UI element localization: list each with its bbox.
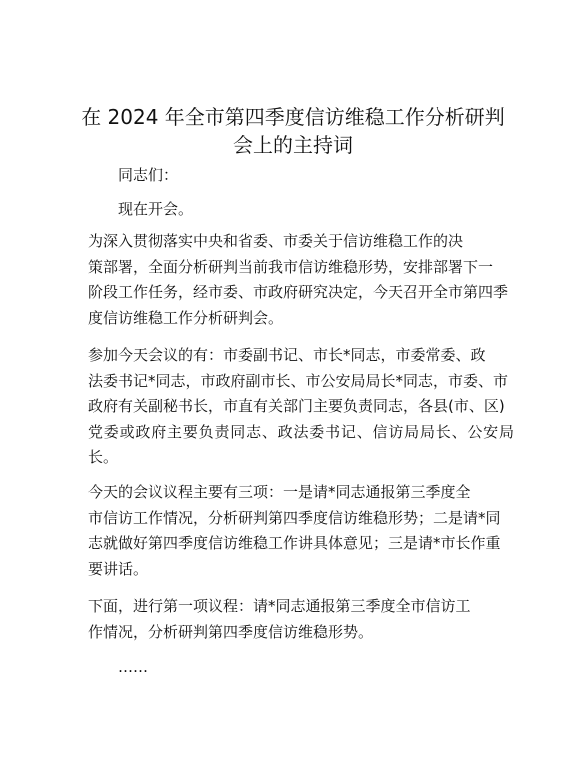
attendees-paragraph: 参加今天会议的有：市委副书记、市长*同志，市委常委、政 法委书记*同志，市政府副市长、市公安局局长*同志，市委、市 政府有关副秘书长，市直有关部门主要负责同志，各县(市、区) 党委或政府主要负责同志、政法委书记、信访局局长、公安局长。	[88, 346, 514, 466]
opening-paragraph: 现在开会。	[118, 200, 194, 218]
document-title-line-1: 在 2024 年全市第四季度信访维稳工作分析研判	[81, 105, 505, 129]
next-item-paragraph: 下面，进行第一项议程：请*同志通报第三季度全市信访工 作情况，分析研判第四季度信访维稳形势。	[88, 597, 471, 641]
ellipsis-paragraph: ……	[118, 658, 148, 676]
document-title-line-2: 会上的主持词	[233, 133, 353, 157]
agenda-paragraph: 今天的会议议程主要有三项：一是请*同志通报第三季度全 市信访工作情况，分析研判第四季度信访维稳形势；二是请*同 志就做好第四季度信访维稳工作讲具体意见；三是请*市长作重 要讲话。	[88, 483, 501, 578]
greeting-paragraph: 同志们：	[118, 166, 179, 184]
purpose-paragraph: 为深入贯彻落实中央和省委、市委关于信访维稳工作的决 策部署，全面分析研判当前我市信访维稳形势，安排部署下一 阶段工作任务，经市委、市政府研究决定，今天召开全市第四季 度信访维稳工作分析研判会。	[88, 232, 509, 327]
